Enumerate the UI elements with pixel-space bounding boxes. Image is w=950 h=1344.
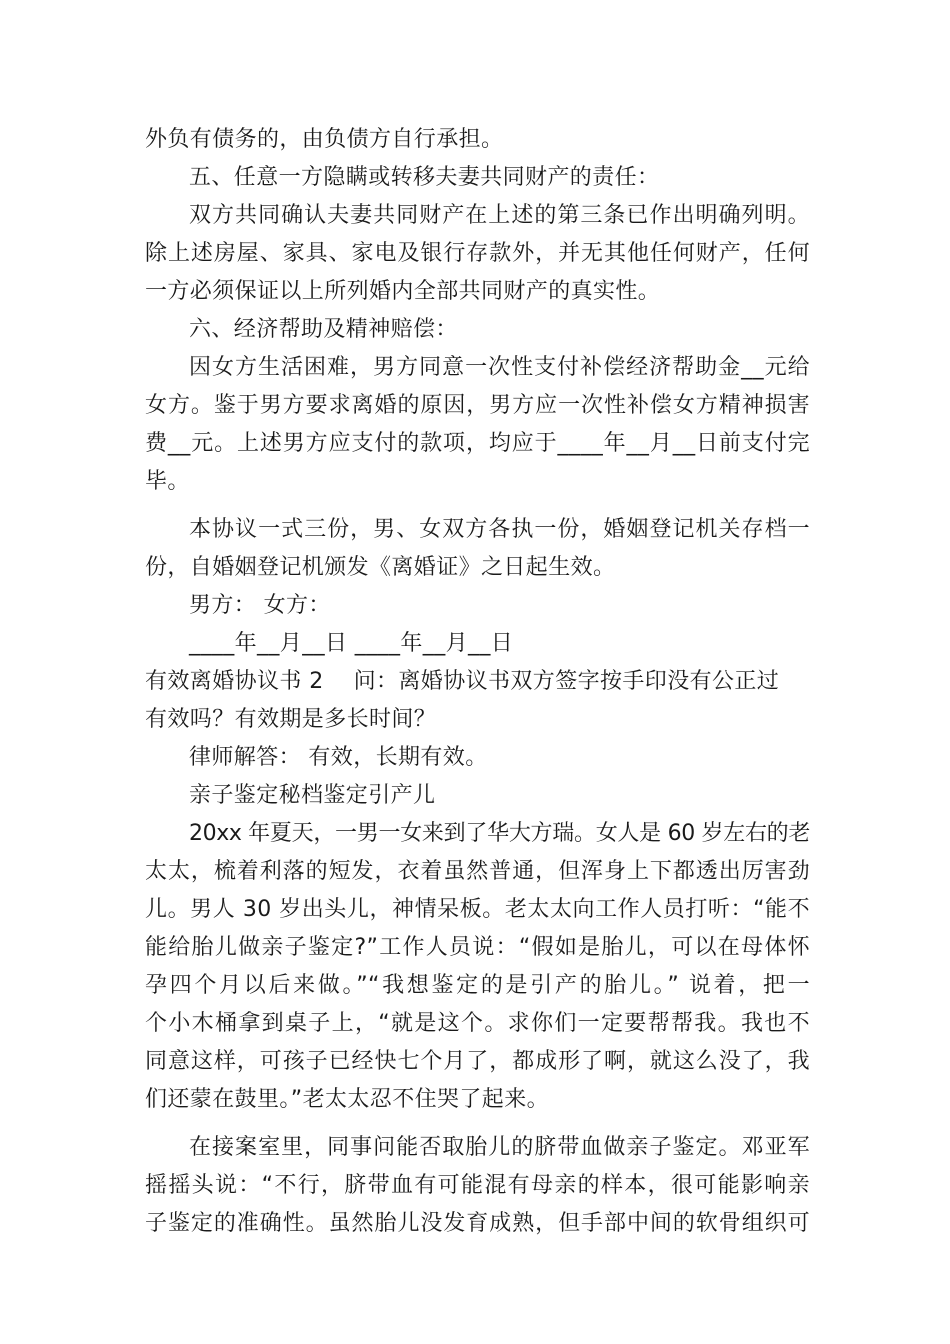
- article-title: 有效离婚协议书 2: [145, 669, 324, 694]
- paragraph-line: 同意这样，可孩子已经快七个月了，都成形了啊，就这么没了，我: [145, 1049, 810, 1074]
- paragraph-line: 毕。: [145, 469, 190, 494]
- article-title-row: [145, 662, 810, 702]
- paragraph-line: 太太，梳着利落的短发，衣着虽然普通，但浑身上下都透出厉害劲: [145, 859, 810, 884]
- section-heading: 六、经济帮助及精神赔偿：: [189, 317, 458, 342]
- paragraph-line: 除上述房屋、家具、家电及银行存款外，并无其他任何财产，任何: [145, 241, 810, 266]
- paragraph-line: 在接案室里，同事问能否取胎儿的脐带血做亲子鉴定。邓亚军: [189, 1135, 810, 1160]
- signature-dates: ____年__月__日 ____年__月__日: [189, 631, 514, 656]
- lawyer-answer: 律师解答： 有效，长期有效。: [189, 745, 488, 770]
- paragraph-line: 女方。鉴于男方要求离婚的原因，男方应一次性补偿女方精神损害: [145, 393, 810, 418]
- paragraph-line: 个小木桶拿到桌子上，“就是这个。求你们一定要帮帮我。我也不: [145, 1011, 810, 1036]
- paragraph-line: 摇摇头说：“不行，脐带血有可能混有母亲的样本，很可能影响亲: [145, 1173, 810, 1198]
- paragraph-line: 儿。男人 30 岁出头儿，神情呆板。老太太向工作人员打听：“能不: [145, 897, 810, 922]
- paragraph-line: 有效吗？有效期是多长时间？: [145, 707, 437, 732]
- paragraph-line: 因女方生活困难，男方同意一次性支付补偿经济帮助金__元给: [189, 355, 810, 380]
- paragraph-line: 费__元。上述男方应支付的款项，均应于____年__月__日前支付完: [145, 431, 810, 456]
- paragraph-line: 外负有债务的，由负债方自行承担。: [145, 127, 504, 152]
- paragraph-line: 子鉴定的准确性。虽然胎儿没发育成熟，但手部中间的软骨组织可: [145, 1211, 810, 1236]
- paragraph-line: 双方共同确认夫妻共同财产在上述的第三条已作出明确列明。: [189, 203, 810, 228]
- paragraph-line: 一方必须保证以上所列婚内全部共同财产的真实性。: [145, 279, 661, 304]
- paragraph-line: 20xx 年夏天，一男一女来到了华大方瑞。女人是 60 岁左右的老: [189, 821, 810, 846]
- signature-labels: 男方： 女方：: [189, 593, 331, 618]
- paragraph-line: 们还蒙在鼓里。”老太太忍不住哭了起来。: [145, 1087, 549, 1112]
- paragraph-line: 孕四个月以后来做。”“我想鉴定的是引产的胎儿。” 说着，把一: [145, 973, 810, 998]
- paragraph-line: 本协议一式三份，男、女双方各执一份，婚姻登记机关存档一: [189, 517, 810, 542]
- paragraph-line: 能给胎儿做亲子鉴定?”工作人员说：“假如是胎儿，可以在母体怀: [145, 935, 810, 960]
- question-line: 问：离婚协议书双方签字按手印没有公正过: [353, 669, 780, 694]
- story-heading: 亲子鉴定秘档鉴定引产儿: [189, 783, 436, 808]
- paragraph-line: 份，自婚姻登记机颁发《离婚证》之日起生效。: [145, 555, 616, 580]
- section-heading: 五、任意一方隐瞒或转移夫妻共同财产的责任：: [189, 165, 660, 190]
